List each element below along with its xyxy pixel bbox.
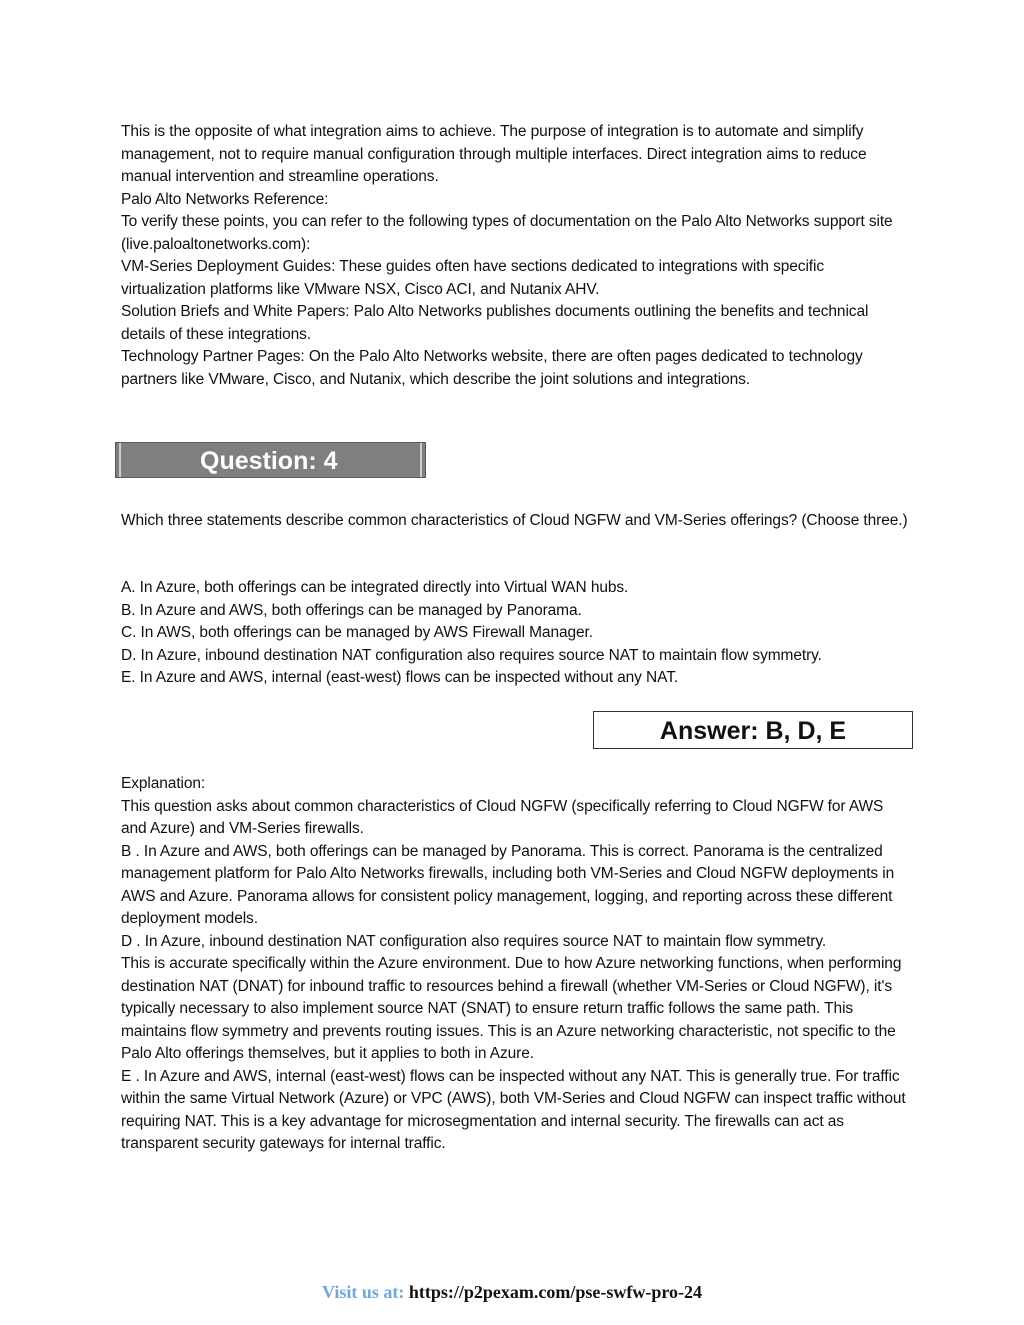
explanation-paragraph: D . In Azure, inbound destination NAT configuration also requires source NAT to maintain flow symmetry. xyxy=(121,932,827,950)
explanation-heading: Explanation: xyxy=(121,775,206,792)
answer-text: Answer: B, D, E xyxy=(659,717,847,745)
footer-label: Visit us at: xyxy=(321,1282,405,1302)
option-b: B. In Azure and AWS, both offerings can be managed by Panorama. xyxy=(121,601,582,619)
intro-paragraph: Technology Partner Pages: On the Palo Alto Networks website, there are often pages dedicated to technology partners like VMware, Cisco, and Nutanix, which describe the joint solutions and integrations. xyxy=(121,348,863,388)
explanation-paragraph: B . In Azure and AWS, both offerings can be managed by Panorama. This is correct. Panorama is the centralized management platform for Palo Alto Networks firewalls, including both VM-Series and Cloud NGFW deployments in AWS and Azure. Panorama allows for consistent policy management, logging, and reporting across these different deployment models. xyxy=(121,842,895,927)
intro-paragraph: VM-Series Deployment Guides: These guides often have sections dedicated to integrations with specific virtualization platforms like VMware NSX, Cisco ACI, and Nutanix AHV. xyxy=(121,258,824,298)
option-c: C. In AWS, both offerings can be managed by AWS Firewall Manager. xyxy=(121,624,593,641)
question-text xyxy=(121,510,911,533)
intro-paragraph: This is the opposite of what integration aims to achieve. The purpose of integration is to automate and simplify management, not to require manual configuration through multiple interfaces. Direct integration aims to reduce manual intervention and streamline operations. xyxy=(121,123,867,185)
intro-paragraph: To verify these points, you can refer to the following types of documentation on the Palo Alto Networks support site (live.paloaltonetworks.com): xyxy=(121,213,893,253)
option-e: E. In Azure and AWS, internal (east-west) flows can be inspected without any NAT. xyxy=(121,669,679,686)
explanation-paragraph: This question asks about common characteristics of Cloud NGFW (specifically referring to Cloud NGFW for AWS and Azure) and VM-Series firewalls. xyxy=(121,797,884,837)
intro-section xyxy=(121,121,911,391)
explanation-paragraph: E . In Azure and AWS, internal (east-west) flows can be inspected without any NAT. This is generally true. For traffic within the same Virtual Network (Azure) or VPC (AWS), both VM-Series and Cloud NGFW can inspect traffic without requiring NAT. This is a key advantage for microsegmentation and internal security. The firewalls can act as transparent security gateways for internal traffic. xyxy=(121,1067,906,1152)
options-list xyxy=(121,577,911,690)
question-banner xyxy=(115,442,426,478)
question-prompt: Which three statements describe common characteristics of Cloud NGFW and VM-Series offerings? (Choose three.) xyxy=(121,512,908,529)
explanation-section xyxy=(121,773,911,1156)
option-d: D. In Azure, inbound destination NAT configuration also requires source NAT to maintain flow symmetry. xyxy=(121,646,822,664)
intro-reference-heading: Palo Alto Networks Reference: xyxy=(121,190,329,208)
footer-link[interactable]: https://p2pexam.com/pse-swfw-pro-24 xyxy=(408,1282,702,1302)
answer-box xyxy=(593,711,913,749)
page-footer xyxy=(0,1282,1024,1303)
explanation-paragraph: This is accurate specifically within the Azure environment. Due to how Azure networking functions, when performing destination NAT (DNAT) for inbound traffic to resources behind a firewall (whether VM-Series or Cloud NGFW), it's typically necessary to also implement source NAT (SNAT) to ensure return traffic follows the same path. This maintains flow symmetry and prevents routing issues. This is an Azure networking characteristic, not specific to the Palo Alto offerings themselves, but it applies to both in Azure. xyxy=(121,955,902,1062)
intro-paragraph: Solution Briefs and White Papers: Palo Alto Networks publishes documents outlining the benefits and technical details of these integrations. xyxy=(121,303,869,343)
question-title: Question: 4 xyxy=(200,447,338,475)
option-a: A. In Azure, both offerings can be integrated directly into Virtual WAN hubs. xyxy=(121,579,629,596)
